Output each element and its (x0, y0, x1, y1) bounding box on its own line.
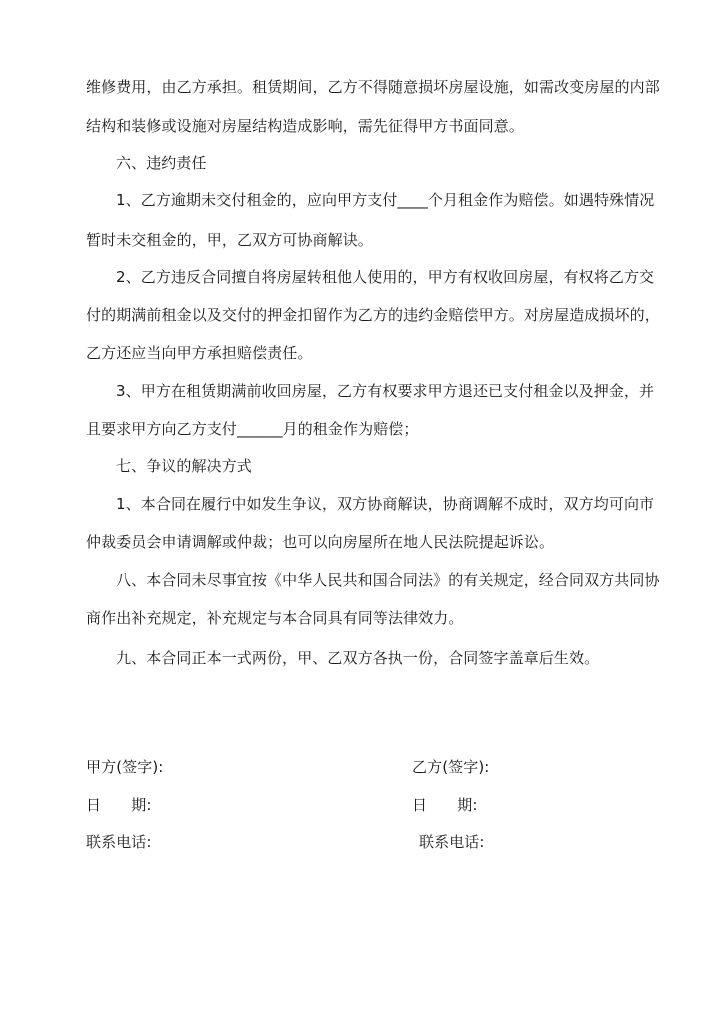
party-b-phone-label: 联系电话: (419, 833, 485, 851)
party-b-date-label: 日 期: (412, 796, 478, 814)
paragraph-line: 1、本合同在履行中如发生争议，双方协商解诀，协商调解不成时，双方均可向市 (116, 495, 655, 513)
party-a-signature-label: 甲方(签字): (86, 758, 164, 776)
section-heading-breach: 六、违约责任 (116, 154, 207, 172)
paragraph-line: 乙方还应当向甲方承担赔偿责任。 (86, 344, 313, 362)
party-a-date-label: 日 期: (86, 796, 152, 814)
paragraph-line: 结构和装修或设施对房屋结构造成影响，需先征得甲方书面同意。 (86, 117, 524, 135)
party-b-signature-label: 乙方(签字): (412, 758, 490, 776)
party-a-phone-label: 联系电话: (86, 833, 152, 851)
paragraph-line: 1、乙方逾期未交付租金的，应向甲方支付____个月租金作为赔偿。如遇特殊情况 (116, 191, 655, 209)
paragraph-line: 维修费用，由乙方承担。租赁期间，乙方不得随意损坏房屋设施，如需改变房屋的内部 (86, 78, 660, 96)
paragraph-line: 付的期满前租金以及交付的押金扣留作为乙方的违约金赔偿甲方。对房屋造成损坏的， (86, 306, 660, 324)
paragraph-line: 且要求甲方向乙方支付______月的租金作为赔偿； (86, 420, 419, 438)
paragraph-line: 八、本合同未尽事宜按《中华人民共和国合同法》的有关规定，经合同双方共同协 (116, 571, 660, 589)
paragraph-line: 商作出补充规定，补充规定与本合同具有同等法律效力。 (86, 609, 464, 627)
section-heading-dispute: 七、争议的解决方式 (116, 457, 252, 475)
paragraph-line: 暂时未交租金的，甲，乙双方可协商解诀。 (86, 231, 373, 249)
paragraph-line: 2、乙方违反合同擅自将房屋转租他人使用的，甲方有权收回房屋，有权将乙方交 (116, 268, 655, 286)
paragraph-line: 仲裁委员会申请调解或仲裁；也可以向房屋所在地人民法院提起诉讼。 (86, 533, 555, 551)
paragraph-line: 九、本合同正本一式两份，甲、乙双方各执一份，合同签字盖章后生效。 (116, 649, 600, 667)
paragraph-line: 3、甲方在租赁期满前收回房屋，乙方有权要求甲方退还已支付租金以及押金，并 (116, 382, 655, 400)
